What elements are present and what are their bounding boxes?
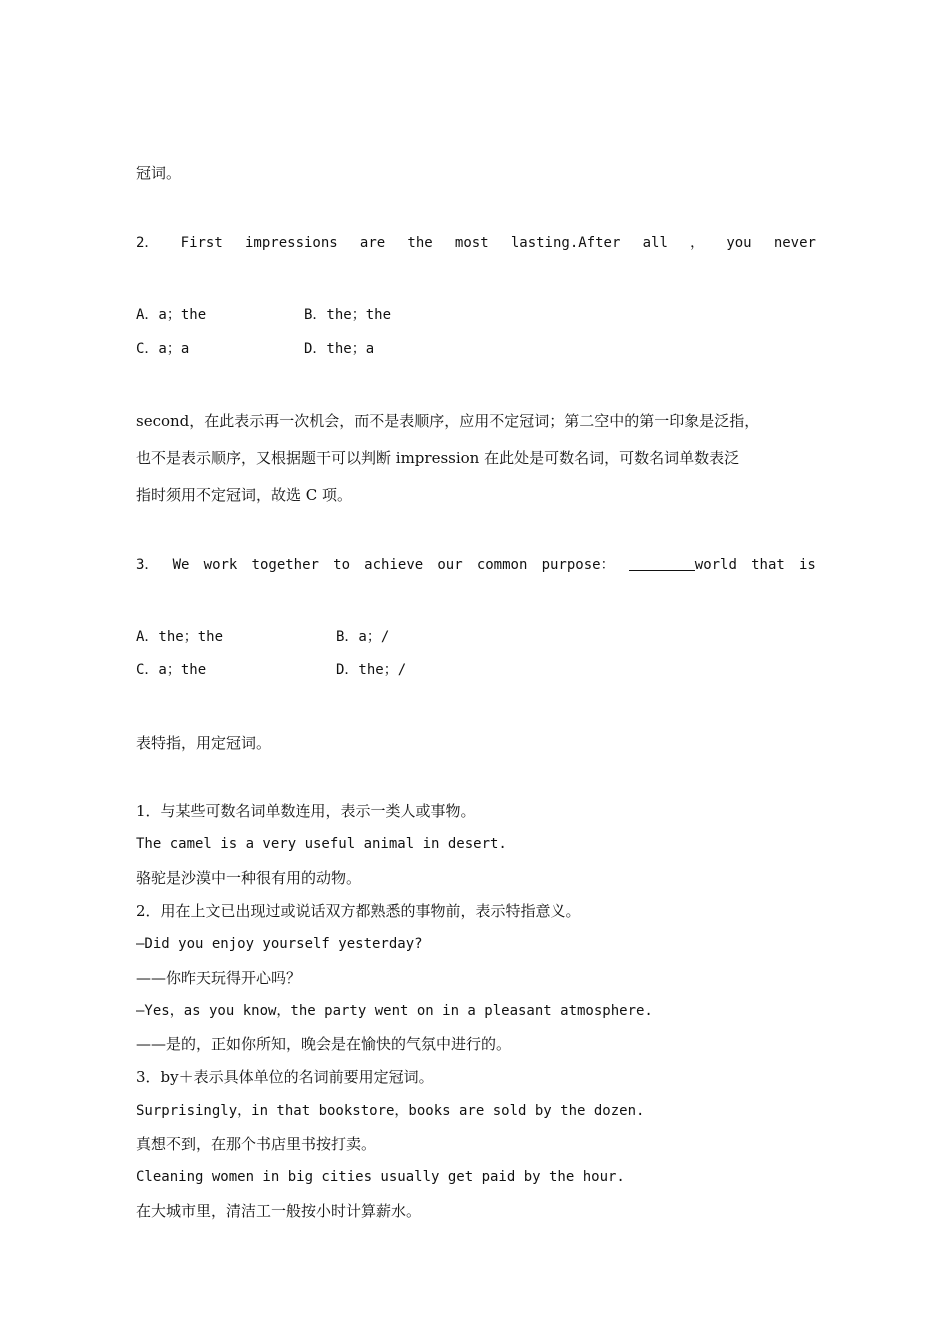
- q2-word: First: [180, 235, 223, 252]
- q2-number: 2．: [136, 235, 159, 252]
- q3-options-row-2: [136, 654, 816, 687]
- q3-word: our: [437, 557, 463, 574]
- option-a: A．the；the: [136, 629, 224, 646]
- q3-word: purpose：: [541, 557, 615, 574]
- q2-answer: [136, 514, 816, 547]
- answer-blank: [629, 554, 695, 571]
- prev-analysis-line-1: [136, 118, 816, 155]
- option-d: D．the；/: [336, 662, 407, 679]
- note-1-example-zh: 骆驼是沙漠中一种很有用的动物。: [136, 868, 362, 887]
- option-d: D．the；a: [304, 340, 375, 357]
- q2-word: ，: [690, 235, 705, 252]
- q2-word: all: [642, 235, 668, 252]
- q2-word: never: [773, 235, 816, 252]
- q2-word: most: [454, 235, 489, 252]
- q3-word: to: [333, 557, 350, 574]
- q2-stem-line-2: [136, 262, 816, 299]
- note-2-example-en-2: —Yes，as you know，the party went on in a pleasant atmosphere.: [136, 1002, 653, 1019]
- q2-analysis-line-4: 指时须用不定冠词，故选 C 项。: [136, 485, 353, 504]
- q3-number: 3．: [136, 557, 159, 574]
- q2-stem-line-1: [136, 225, 816, 262]
- prev-answer: [136, 192, 816, 225]
- note-1-example-en: The camel is a very useful animal in desert.: [136, 836, 507, 853]
- q2-word: lasting.After: [510, 235, 621, 252]
- option-c: C．a；a: [136, 340, 190, 357]
- q3-word: that: [751, 557, 785, 574]
- q3-word: We: [172, 557, 190, 574]
- note-1-heading: 1．与某些可数名词单数连用，表示一类人或事物。: [136, 802, 476, 821]
- q2-analysis-line-3: 也不是表示顺序，又根据题干可以判断 impression 在此处是可数名词，可数名词单数表泛: [136, 448, 740, 467]
- option-b: B．a；/: [336, 629, 390, 646]
- q3-analysis-line-2: 表特指，用定冠词。: [136, 733, 272, 752]
- note-2-example-en-1: —Did you enjoy yourself yesterday?: [136, 936, 423, 953]
- note-2-example-zh-1: ——你昨天玩得开心吗？: [136, 968, 302, 987]
- q3-word: achieve: [364, 557, 424, 574]
- q3-word: together: [251, 557, 319, 574]
- q2-word: impressions: [245, 235, 338, 252]
- option-b: B．the；the: [304, 307, 392, 324]
- q3-word: world: [694, 557, 737, 574]
- note-2-heading: 2．用在上文已出现过或说话双方都熟悉的事物前，表示特指意义。: [136, 901, 581, 920]
- q3-word: common: [476, 557, 528, 574]
- q3-analysis-line-1: [136, 688, 816, 725]
- q3-stem-line-2: [136, 584, 816, 621]
- q3-word: work: [203, 557, 238, 574]
- note-3-example-zh-1: 真想不到，在那个书店里书按打卖。: [136, 1135, 377, 1154]
- q2-analysis-line-1: [136, 366, 816, 403]
- q2-options-row-2: [136, 333, 816, 366]
- q2-word: the: [407, 235, 433, 252]
- note-3-heading: 3．by＋表示具体单位的名词前要用定冠词。: [136, 1068, 434, 1087]
- note-2-example-zh-2: ——是的，正如你所知，晚会是在愉快的气氛中进行的。: [136, 1035, 512, 1054]
- option-a: A．a；the: [136, 307, 207, 324]
- q3-stem-line-1: [136, 547, 816, 584]
- note-3-example-en-2: Cleaning women in big cities usually get paid by the hour.: [136, 1169, 625, 1186]
- q3-options-row-1: [136, 621, 816, 654]
- q2-options-row-1: [136, 299, 816, 332]
- q3-answer: [136, 762, 816, 795]
- document-page: [136, 118, 816, 1228]
- q2-analysis-line-2: second，在此表示再一次机会，而不是表顺序，应用不定冠词；第二空中的第一印象是泛指，: [136, 411, 760, 430]
- q3-word: is: [798, 557, 816, 574]
- option-c: C．a；the: [136, 662, 207, 679]
- q2-word: you: [726, 235, 752, 252]
- q2-word: are: [359, 235, 386, 252]
- q3-blank-word: [629, 547, 737, 584]
- note-3-example-zh-2: 在大城市里，清洁工一般按小时计算薪水。: [136, 1201, 422, 1220]
- note-3-example-en-1: Surprisingly，in that bookstore，books are sold by the dozen.: [136, 1102, 645, 1119]
- prev-analysis-line-2: 冠词。: [136, 164, 182, 182]
